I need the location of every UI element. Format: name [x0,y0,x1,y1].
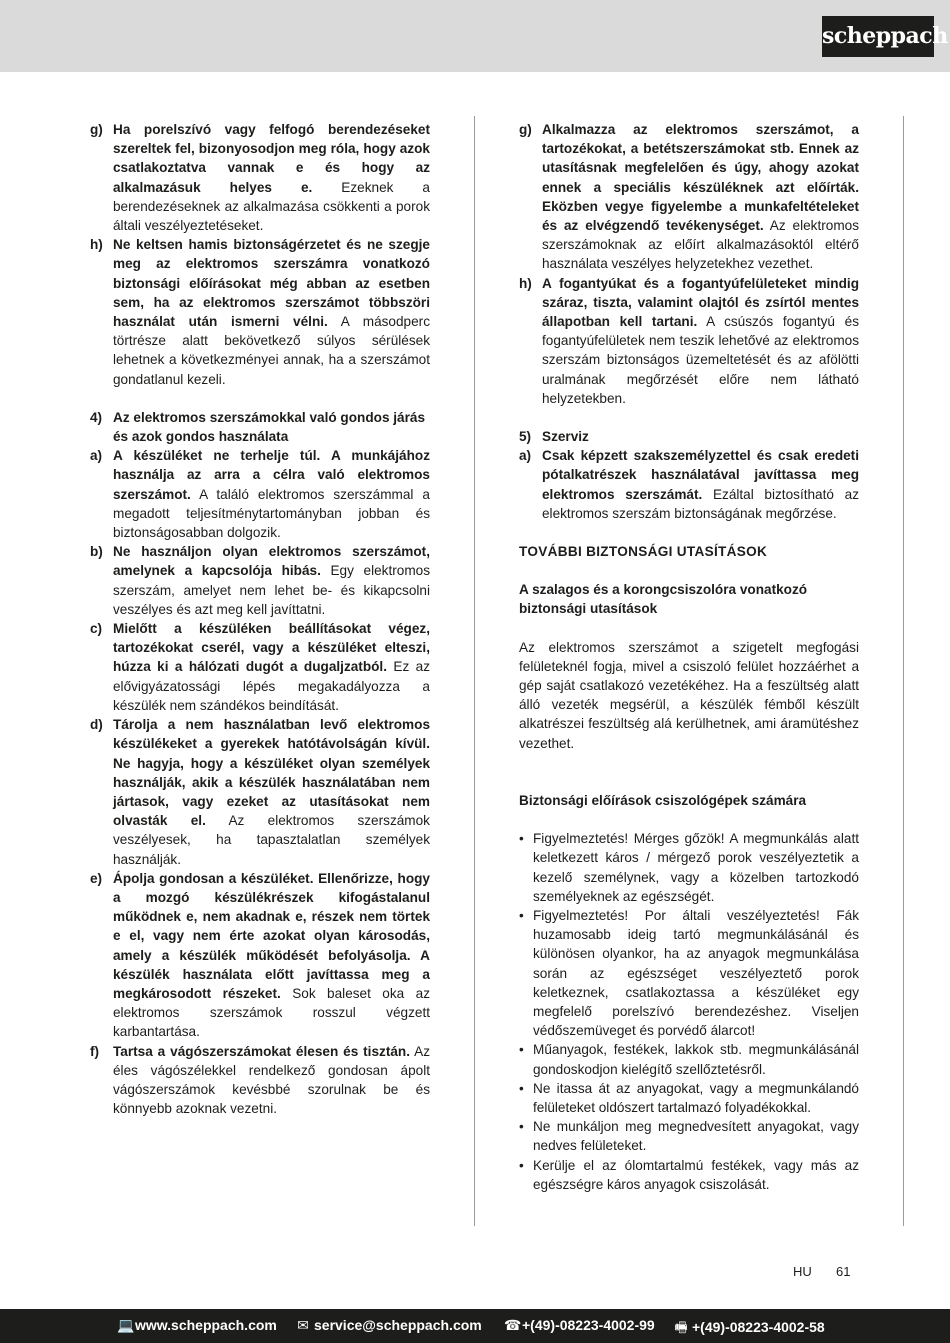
website-contact[interactable] [117,1317,277,1334]
item-bold-text: Csak képzett szakszemélyzettel és csak eredeti pótalkatrészek használatával javíttassa meg elektromos szerszámát. [542,448,859,502]
item-label: a) [519,448,532,464]
safety-item-g [519,120,859,274]
safety-item-c [90,619,430,715]
email-icon: ✉ [297,1317,309,1333]
item-bold-text: Alkalmazza az elektromos szerszámot, a tartozékokat, a betétszerszámokat stb. Ennek az utasításnak megfelelően és úgy, ahogy azokat ennek a speciális készüléknek azt előírták. Eközben vegye figyelembe a munkafeltételeket és az elvégzendő tevékenységet. [542,122,859,234]
bullet-item: • Ne itassa át az anyagokat, vagy a megmunkálandó felületeket oldószert tartalmazó folyadékokkal. [519,1079,859,1117]
section-label: 5) [519,429,532,445]
column-divider-right [903,116,904,1226]
item-text: A másodperc törtrésze alatt bekövetkező súlyos sérülések lehetnek a következményei annak, ha a szerszámot gondatlanul kezeli. [113,314,430,387]
section-title: Szerviz [542,429,589,445]
item-text: Sok baleset oka az elektromos szerszámok rosszul végzett karbantartása. [113,985,430,1040]
column-divider-left [474,116,475,1226]
item-bold-text: A készüléket ne terhelje túl. A munkájához használja az arra a célra való elektromos szerszámot. [113,448,430,502]
phone-contact [504,1317,655,1334]
item-label: h) [519,275,532,291]
item-label: g) [519,122,532,137]
safety-item-h [90,235,430,389]
bullet-item: • Figyelmeztetés! Mérges gőzök! A megmunkálás alatt keletkezett káros / mérgező porok veszélyeztetik a kezelő személynek, vagy a közelben tartozkodó személyeknek az egészségét. [519,829,859,906]
safety-item-a [90,446,430,542]
website-link[interactable]: www.scheppach.com [135,1317,277,1333]
paragraph-insulated-grip: Az elektromos szerszámot a szigetelt megfogási felületeknél fogja, mivel a csiszoló felület hozzáérhet a gép saját csatlakozó vezetékéhez. Ha a feszültség alatt álló vezeték megsérül, a készülék fémből készült alkatrészei feszültség alá kerülhetnek, ami áramütéshez vezethet. [519,639,859,751]
item-bold-text: Tartsa a vágószerszámokat élesen és tisztán. [113,1043,410,1059]
item-text: A találó elektromos szerszámmal a megadott teljesítménytartományban jobban és biztonságosabban dolgozik. [113,486,430,541]
item-text: Az elektromos szerszámoknak az előírt alkalmazásoktól eltérő használata veszélyes helyzetekhez vezethet. [542,218,859,272]
fax-number: +(49)-08223-4002-58 [692,1319,825,1335]
bullet-item: • Ne munkáljon meg megnedvesített anyagokat, vagy nedves felületeket. [519,1117,859,1155]
heading-sander-safety: A szalagos és a korongcsiszolóra vonatkozó biztonsági utasítások [519,582,808,617]
header-band [0,0,950,72]
item-text: Az éles vágószélekkel rendelkező gondosan ápolt vágószerszámok kevésbbé szorulnak be és könnyebb azoknak vezetni. [113,1043,430,1117]
safety-item-h [519,274,859,408]
item-text: Ez az elővigyázatossági lépés megakadályozza a készülék nem szándékos beindítását. [113,659,431,713]
item-text: Egy elektromos szerszám, amelyet nem lehet be- és kikapcsolni veszélyes és azt meg kell javíttatni. [113,563,431,617]
heading-grinder-safety: Biztonsági előírások csiszológépek számára [519,792,807,808]
safety-item-e [90,869,430,1042]
page-number: 61 [836,1264,851,1279]
item-label: a) [90,448,103,464]
bullet-item: • Műanyagok, festékek, lakkok stb. megmunkálásánál gondoskodjon kielégítő szellőztetésről. [519,1040,859,1078]
item-bold-text: Ne használjon olyan elektromos szerszámot, amelynek a kapcsolója hibás. [113,544,430,579]
item-bold-text: Ha porelszívó vagy felfogó berendezéseket szereltek fel, bizonyosodjon meg róla, hogy azok csatlakoztatva vannak e és hogy az alkalmazásuk helyes e. [113,122,430,195]
section-4-heading [90,408,430,446]
section-5-heading [519,427,859,446]
safety-item-f [90,1042,430,1119]
item-bold-text: Tárolja a nem használatban levő elektromos készülékeket a gyerekek hatótávolságán kívül. Ne hagyja, hogy a készüléket olyan személyek használják, akik a készülék használatában nem jártasok, vagy ezeket az utasításokat nem olvasták el. [113,717,430,829]
safety-item-b [90,542,430,619]
item-label: f) [90,1043,100,1059]
fax-icon: 🖷 [674,1319,688,1335]
safety-item-a [519,446,859,523]
item-label: h) [90,237,103,253]
item-label: e) [90,870,103,886]
right-column [519,120,859,1194]
item-label: c) [90,621,103,637]
safety-item-g [90,120,430,235]
section-title: Az elektromos szerszámokkal való gondos járás és azok gondos használata [113,409,426,445]
computer-icon: 💻 [117,1317,135,1333]
item-text: Az elektromos szerszámok veszélyesek, ha tapasztalatlan személyek használják. [113,813,430,867]
phone-icon: ☎ [504,1317,522,1333]
item-text: A csúszós fogantyú és fogantyúfelületek nem teszik lehetővé az elektromos szerszám biztonságos üzemeltetését és az afölötti uralmának megőrzését előre nem látható helyzetekben. [542,314,859,406]
heading-additional-safety: TOVÁBBI BIZTONSÁGI UTASÍTÁSOK [519,544,768,560]
left-column [90,120,430,1118]
item-bold-text: A fogantyúkat és a fogantyúfelületeket mindig száraz, tiszta, valamint olajtól és zsírtól mentes állapotban kell tartani. [542,275,859,330]
item-bold-text: Ápolja gondosan a készüléket. Ellenőrizze, hogy a mozgó készülékrészek kifogástalanul működnek e, nem akadnak e, részek nem törtek e el, vagy nem érte azokat olyan károsodás, amely a készülék működését befolyásolja. A készülék használata előtt javíttassa meg a megkárosodott részeket. [113,870,430,1001]
bullet-item: • Figyelmeztetés! Por általi veszélyeztetés! Fák huzamosabb ideig tartó megmunkálásánál és különösen olyankor, ha az anyagok megmunkálása során az egészséget veszélyeztető porok keletkeznek, csatlakoztassa a készüléket egy megfelelő porelszívó berendezéshez. Viseljen védőszemüveget és porvédő álarcot! [519,906,859,1040]
item-label: d) [90,717,103,733]
email-link[interactable]: service@scheppach.com [314,1317,482,1333]
brand-logo: scheppach [822,16,934,57]
phone-number: +(49)-08223-4002-99 [522,1317,655,1333]
language-code: HU [793,1264,812,1279]
item-bold-text: Ne keltsen hamis biztonságérzetet és ne szegje meg az elektromos szerszámra vonatkozó biztonsági előírásokat még abban az esetben sem, ha az elektromos szerszámot többszöri használat után ismerni vélni. [113,237,430,330]
safety-item-d [90,715,430,869]
item-bold-text: Mielőtt a készüléken beállításokat végez, tartozékokat cserél, vagy a készüléket elteszi, húzza ki a hálózati dugót a dugaljzatból. [113,621,430,675]
item-text: Ezáltal biztosítható az elektromos szerszám biztonságának megőrzése. [542,486,859,521]
item-text: Ezeknek a berendezéseknek az alkalmazása csökkenti a porok általi veszélyeztetéseket. [113,179,430,234]
contact-bar [0,1309,950,1343]
email-contact[interactable] [296,1317,482,1334]
item-label: g) [90,122,103,137]
item-label: b) [90,544,103,560]
fax-contact [674,1317,825,1341]
section-label: 4) [90,409,103,425]
bullet-item: • Kerülje el az ólomtartalmú festékek, vagy más az egészségre káros anyagok csiszolását. [519,1156,859,1194]
